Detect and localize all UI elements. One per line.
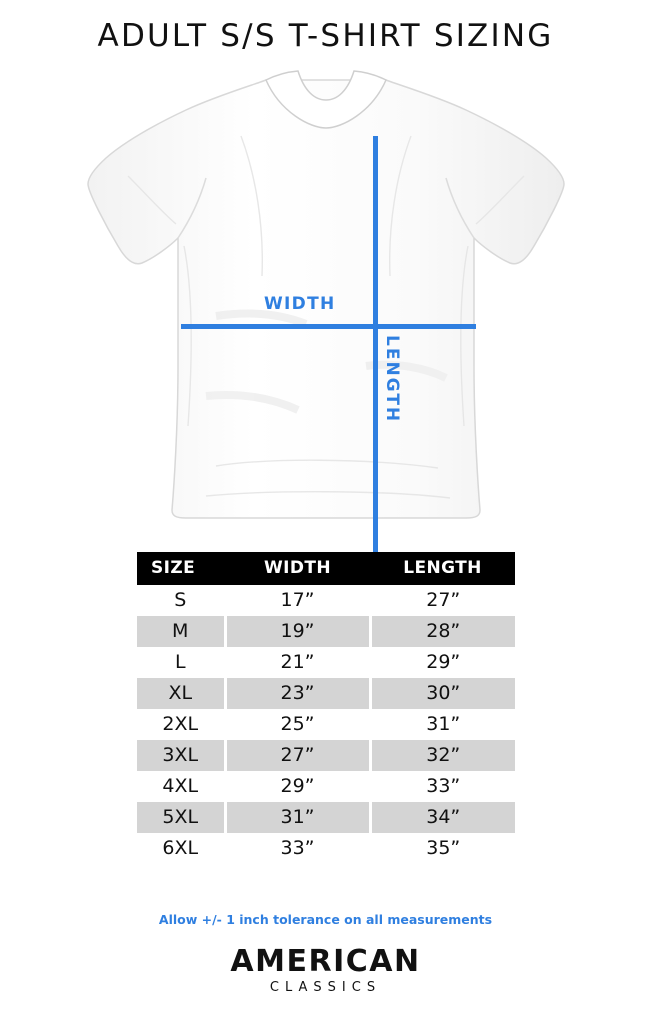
cell-length: 27” [370,585,515,616]
brand-tagline: CLASSICS [269,980,382,995]
cell-size: XL [137,678,225,709]
cell-size: 4XL [137,771,225,802]
table-row [137,585,515,616]
table-row [137,833,515,864]
page-title: ADULT S/S T-SHIRT SIZING [97,18,554,54]
cell-size: L [137,647,225,678]
cell-width: 29” [225,771,370,802]
cell-size: 3XL [137,740,225,771]
cell-length: 30” [370,678,515,709]
size-table [137,552,515,864]
cell-width: 33” [225,833,370,864]
cell-width: 31” [225,802,370,833]
column-header-length: LENGTH [370,552,515,585]
tshirt-diagram [0,58,651,528]
cell-size: 6XL [137,833,225,864]
width-label: WIDTH [264,294,336,314]
width-measure-line [181,324,476,329]
cell-width: 25” [225,709,370,740]
cell-width: 21” [225,647,370,678]
cell-width: 17” [225,585,370,616]
table-row [137,740,515,771]
length-measure-line [373,136,378,592]
cell-length: 29” [370,647,515,678]
table-row [137,802,515,833]
length-label: LENGTH [382,335,402,424]
cell-width: 19” [225,616,370,647]
cell-size: S [137,585,225,616]
table-row [137,647,515,678]
size-table-container [137,552,515,864]
cell-length: 32” [370,740,515,771]
table-row [137,771,515,802]
cell-length: 31” [370,709,515,740]
cell-width: 23” [225,678,370,709]
tolerance-note: Allow +/- 1 inch tolerance on all measurements [158,912,493,927]
table-row [137,678,515,709]
cell-size: 2XL [137,709,225,740]
cell-length: 35” [370,833,515,864]
cell-length: 34” [370,802,515,833]
cell-width: 27” [225,740,370,771]
brand-logo [0,944,651,995]
column-header-size: SIZE [137,552,225,585]
brand-name: AMERICAN [230,944,421,979]
table-header-row [137,552,515,585]
cell-length: 28” [370,616,515,647]
cell-size: 5XL [137,802,225,833]
table-row [137,709,515,740]
cell-length: 33” [370,771,515,802]
cell-size: M [137,616,225,647]
column-header-width: WIDTH [225,552,370,585]
table-row [137,616,515,647]
